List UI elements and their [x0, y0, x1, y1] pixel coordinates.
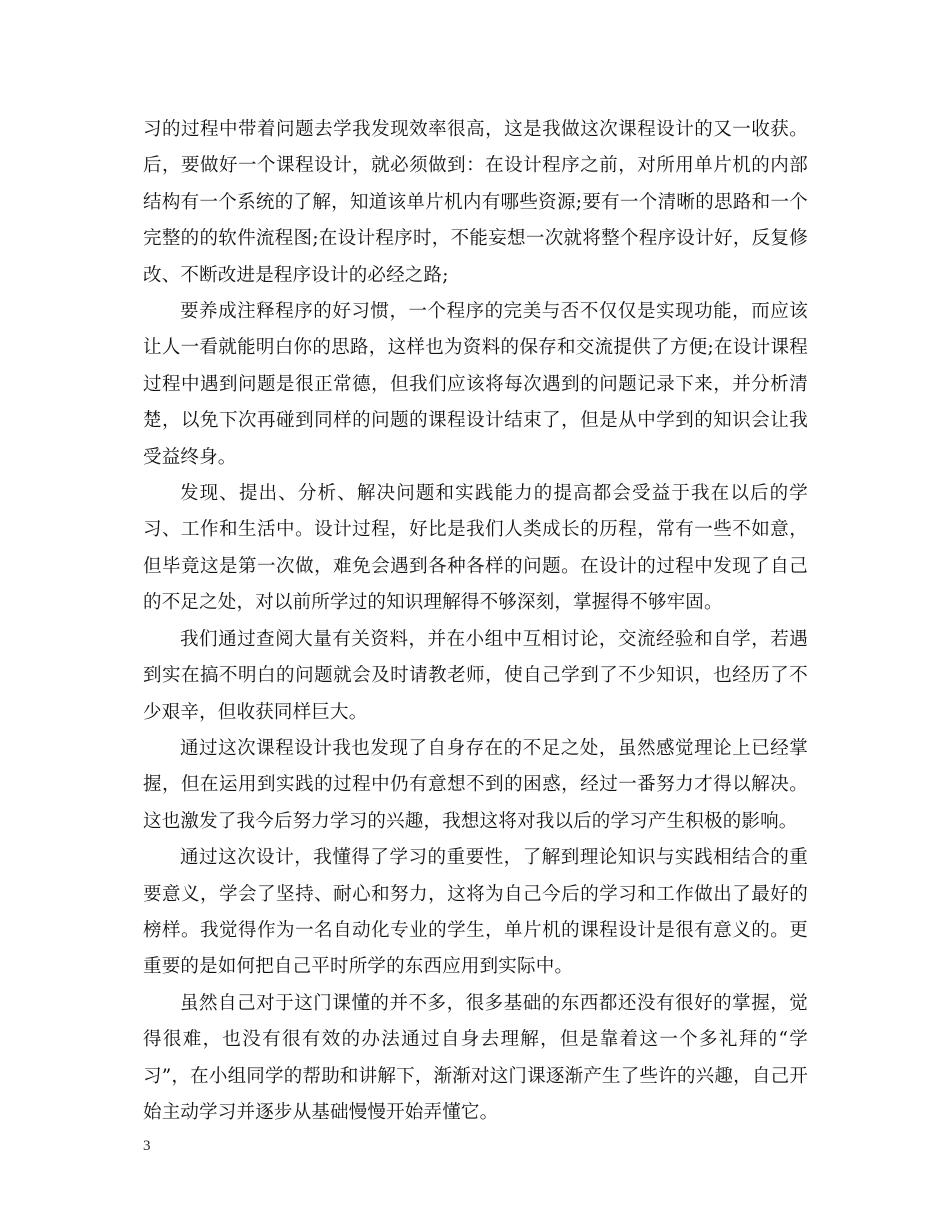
paragraph-5: 通过这次课程设计我也发现了自身存在的不足之处，虽然感觉理论上已经掌握，但在运用到实践的过程中仍有意想不到的困惑，经过一番努力才得以解决。这也激发了我今后努力学习的兴趣，我想这将对我以后的学习产生积极的影响。 [143, 737, 808, 832]
paragraph-4: 我们通过查阅大量有关资料，并在小组中互相讨论，交流经验和自学，若遇到实在搞不明白的问题就会及时请教老师，使自己学到了不少知识，也经历了不少艰辛，但收获同样巨大。 [143, 628, 808, 723]
paragraph-2: 要养成注释程序的好习惯，一个程序的完美与否不仅仅是实现功能，而应该让人一看就能明白你的思路，这样也为资料的保存和交流提供了方便;在设计课程过程中遇到问题是很正常德，但我们应该将每次遇到的问题记录下来，并分析清楚，以免下次再碰到同样的问题的课程设计结束了，但是从中学到的知识会让我受益终身。 [143, 301, 808, 468]
paragraph-6: 通过这次设计，我懂得了学习的重要性，了解到理论知识与实践相结合的重要意义，学会了坚持、耐心和努力，这将为自己今后的学习和工作做出了最好的榜样。我觉得作为一名自动化专业的学生，单片机的课程设计是很有意义的。更重要的是如何把自己平时所学的东西应用到实际中。 [143, 847, 808, 978]
paragraph-1: 习的过程中带着问题去学我发现效率很高，这是我做这次课程设计的又一收获。后，要做好一个课程设计，就必须做到：在设计程序之前，对所用单片机的内部结构有一个系统的了解，知道该单片机内有哪些资源;要有一个清晰的思路和一个完整的的软件流程图;在设计程序时，不能妄想一次就将整个程序设计好，反复修改、不断改进是程序设计的必经之路; [143, 119, 808, 286]
paragraph-7: 虽然自己对于这门课懂的并不多，很多基础的东西都还没有很好的掌握，觉得很难，也没有很有效的办法通过自身去理解，但是靠着这一个多礼拜的“学习”，在小组同学的帮助和讲解下，渐渐对这门课逐渐产生了些许的兴趣，自己开始主动学习并逐步从基础慢慢开始弄懂它。 [143, 992, 808, 1123]
page-number: 3 [143, 1138, 151, 1154]
body-text [143, 112, 808, 1131]
paragraph-3: 发现、提出、分析、解决问题和实践能力的提高都会受益于我在以后的学习、工作和生活中。设计过程，好比是我们人类成长的历程，常有一些不如意，但毕竟这是第一次做，难免会遇到各种各样的问题。在设计的过程中发现了自己的不足之处，对以前所学过的知识理解得不够深刻，掌握得不够牢固。 [143, 483, 808, 614]
